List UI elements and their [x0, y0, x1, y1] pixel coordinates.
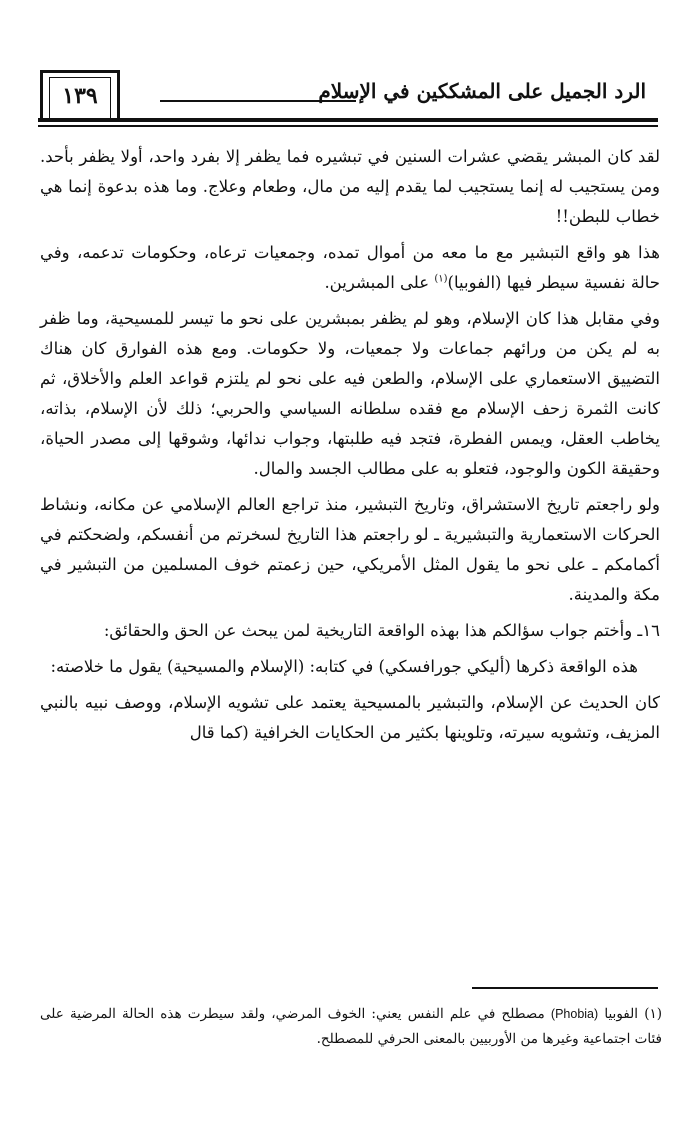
- footnote-term: الفوبيا: [604, 1006, 638, 1022]
- footnote: [40, 1002, 662, 1052]
- numbered-paragraph-16: [40, 616, 660, 646]
- numbered-paragraph-text: وأختم جواب سؤالكم هذا بهذه الواقعة التاريخية لمن يبحث عن الحق والحقائق:: [103, 621, 638, 640]
- footnote-separator: [472, 987, 658, 989]
- footnote-latin-term: (Phobia): [550, 1007, 599, 1021]
- paragraph-2-text: هذا هو واقع التبشير مع ما معه من أموال تمده، وجمعيات ترعاه، وحكومات تدعمه، وفي حالة نفسية سيطر فيها (الفوبيا): [40, 243, 660, 292]
- paragraph-4: ولو راجعتم تاريخ الاستشراق، وتاريخ التبشير، منذ تراجع العالم الإسلامي عن مكانه، ونشاط الحركات الاستعمارية والتبشيرية ـ لو راجعتم هذا التاريخ لسخرتم من أنفسكم، ولضحكتم في أكمامكم ـ على نحو ما يقول المثل الأمريكي، حين زعمتم خوف المسلمين من التبشير في مكة والمدينة.: [40, 495, 660, 604]
- paragraph-6: كان الحديث عن الإسلام، والتبشير بالمسيحية يعتمد على تشويه الإسلام، ووصف نبيه بالنبي المزيف، وتشويه سيرته، وتلوينها بكثير من الحكايات الخرافية (كما قال: [40, 693, 660, 742]
- footnote-marker: (١): [644, 1006, 663, 1022]
- page-number: ١٣٩: [62, 82, 98, 109]
- footnote-reference: (١): [434, 273, 448, 285]
- header-rule-thick: [38, 118, 658, 122]
- footnote-text: مصطلح في علم النفس يعني: الخوف المرضي، ولقد سيطرت هذه الحالة المرضية على فئات اجتماعية وغيرها من الأوربيين بالمعنى الحرفي للمصطلح.: [40, 1006, 662, 1047]
- numbered-paragraph-continuation: هذه الواقعة ذكرها (أليكي جورافسكي) في كتابه: (الإسلام والمسيحية) يقول ما خلاصته:: [50, 657, 638, 676]
- page-header: [0, 0, 698, 130]
- page-number-box: [40, 70, 120, 118]
- paragraph-number: ١٦ـ: [637, 621, 660, 640]
- paragraph-2: [40, 238, 660, 298]
- paragraph-1: لقد كان المبشر يقضي عشرات السنين في تبشيره فما يظفر إلا بفرد واحد، أولا يظفر بأحد. ومن يستجيب له إنما يستجيب لما يقدم إليه من مال، وطعام وعلاج. وما هذه بدعوة إنما هي خطاب للبطن!!: [40, 147, 660, 226]
- header-rule-thin: [38, 125, 658, 127]
- page-body: [40, 142, 660, 754]
- paragraph-3: وفي مقابل هذا كان الإسلام، وهو لم يظفر بمبشرين على نحو ما تيسر للمسيحية، وما ظفر به لم يكن من ورائهم جماعات ولا جمعيات، ولا حكومات. ومع هذه الفوارق كان هناك التضييق الاستعماري على الإسلام، والطعن فيه على نحو لم يلتزم قواعد العلم والأخلاق، ثم كانت الثمرة زحف الإسلام مع فقده سلطانه السياسي والحربي؛ ذلك لأن الإسلام، بذاته، يخاطب العقل، ويمس الفطرة، فتجد فيه طلبتها، وجواب ندائها، وشوقها إلى مصدر الحياة، وحقيقة الكون والوجود، فتعلو به على مطالب الجسد والمال.: [40, 309, 660, 478]
- running-title: الرد الجميل على المشككين في الإسلام: [318, 79, 646, 103]
- paragraph-2-tail: على المبشرين.: [324, 273, 435, 292]
